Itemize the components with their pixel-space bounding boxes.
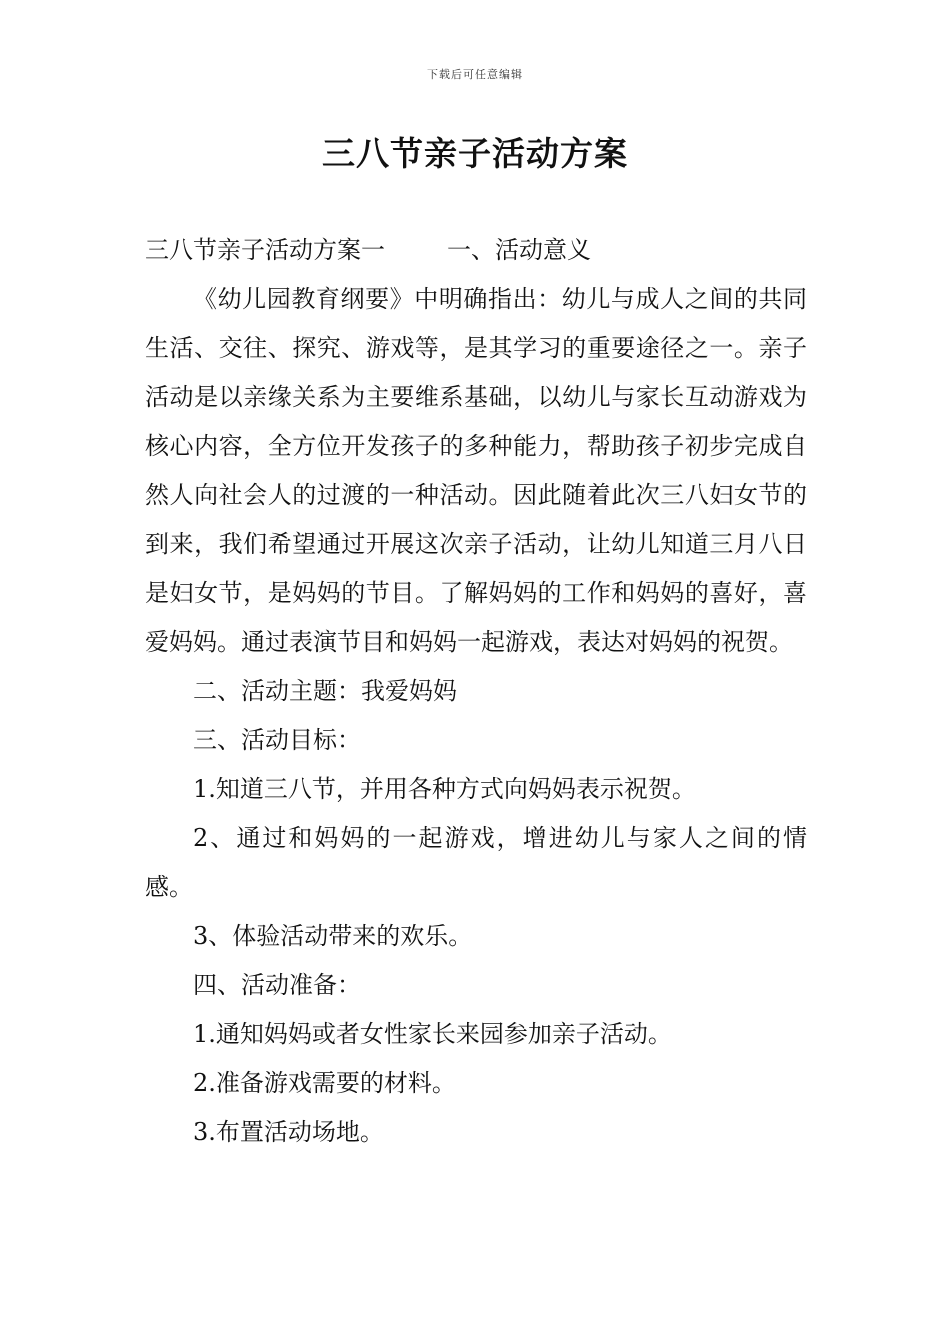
- document-body: [145, 226, 807, 1157]
- prep-item-2: 2.准备游戏需要的材料。: [193, 1069, 456, 1097]
- section-heading-preparation: 四、活动准备：: [193, 971, 361, 999]
- goal-item-2: 2、通过和妈妈的一起游戏，增进幼儿与家人之间的情感。: [145, 824, 807, 901]
- page-title: 三八节亲子活动方案: [322, 134, 628, 173]
- section-heading-theme: 二、活动主题：我爱妈妈: [193, 677, 457, 705]
- goal-item-3: 3、体验活动带来的欢乐。: [193, 922, 473, 950]
- prep-item-3: 3.布置活动场地。: [193, 1118, 384, 1146]
- goal-item-1: 1.知道三八节，并用各种方式向妈妈表示祝贺。: [193, 775, 696, 803]
- header-note: 下载后可任意编辑: [427, 68, 523, 81]
- section-heading-significance: 一、活动意义: [447, 236, 591, 264]
- intro-line: [145, 226, 807, 275]
- intro-prefix: 三八节亲子活动方案一: [145, 236, 385, 264]
- prep-item-1: 1.通知妈妈或者女性家长来园参加亲子活动。: [193, 1020, 672, 1048]
- section-heading-goals: 三、活动目标：: [193, 726, 361, 754]
- paragraph-significance: 《幼儿园教育纲要》中明确指出：幼儿与成人之间的共同生活、交往、探究、游戏等，是其学习的重要途径之一。亲子活动是以亲缘关系为主要维系基础，以幼儿与家长互动游戏为核心内容，全方位开发孩子的多种能力，帮助孩子初步完成自然人向社会人的过渡的一种活动。因此随着此次三八妇女节的到来，我们希望通过开展这次亲子活动，让幼儿知道三月八日是妇女节，是妈妈的节目。了解妈妈的工作和妈妈的喜好，喜爱妈妈。通过表演节目和妈妈一起游戏，表达对妈妈的祝贺。: [145, 285, 807, 656]
